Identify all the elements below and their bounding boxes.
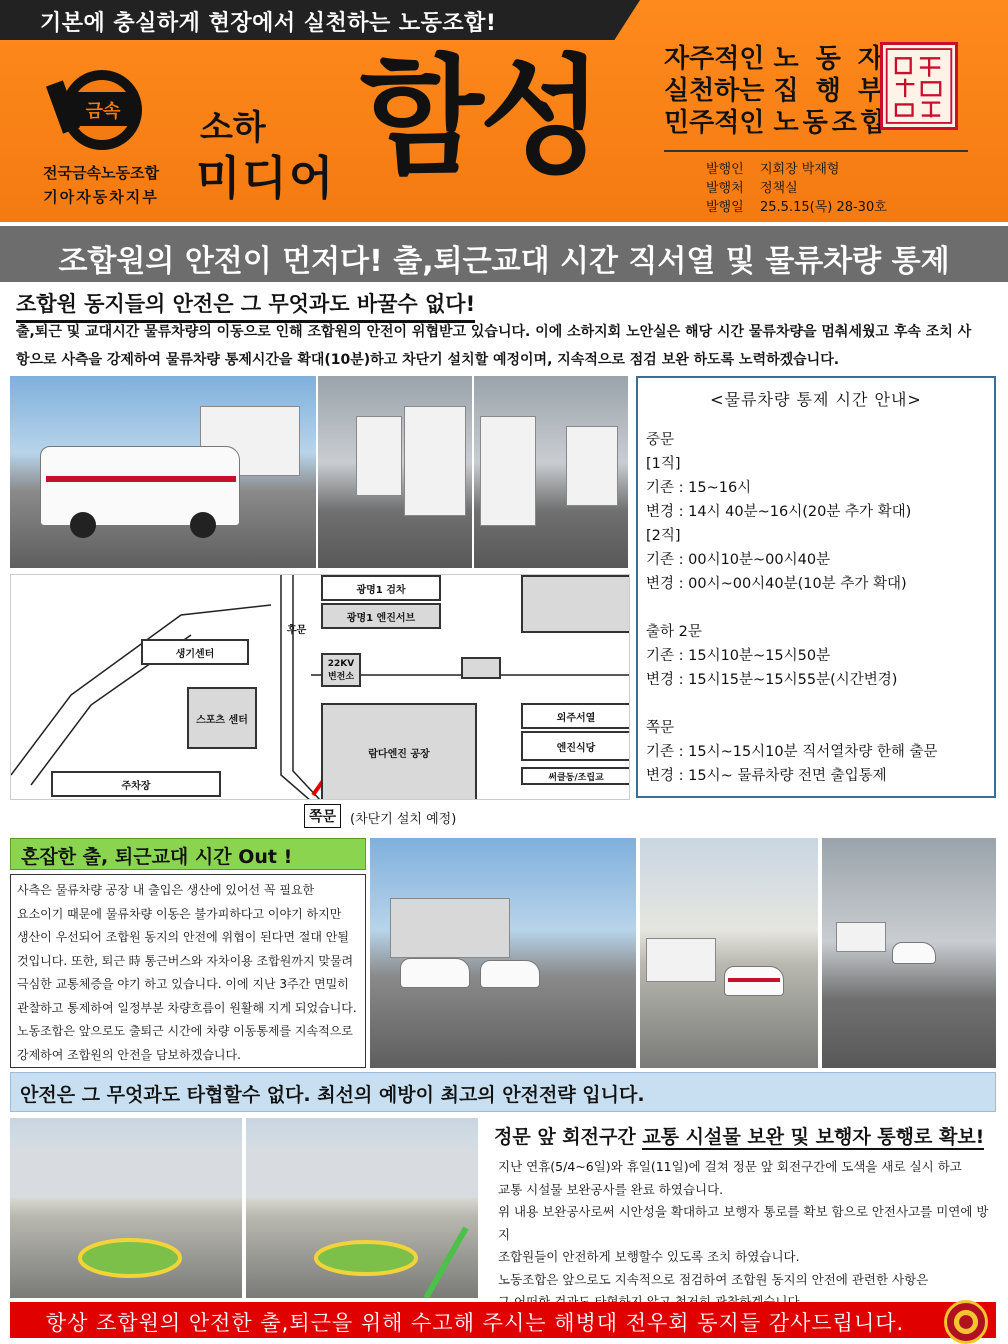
infobox-line: 변경 : 15시15분~15시55분(시간변경) — [646, 672, 898, 688]
infobox-line: 출하 2문 — [646, 624, 702, 640]
section1-intro: 출,퇴근 및 교대시간 물류차량의 이동으로 인해 조합원의 안전이 위협받고 있습니다. 이에 소하지회 노안실은 해당 시간 물류차량을 멈춰세웠고 후속 조치 사 항으로 사측을 강제하여 물류차량 통제시간을 확대(10분)하고 차단기 설치할 예정이며, 지속적으로 점검 보완 하도록 노력하겠습니다. — [16, 324, 972, 368]
photo-union-car-trucks — [10, 376, 316, 568]
map-building-check: 광명1 검차 — [321, 575, 441, 601]
infobox-line: [1직] — [646, 456, 681, 472]
site-map — [10, 574, 630, 800]
infobox-line: 변경 : 14시 40분~16시(20분 추가 확대) — [646, 504, 912, 520]
infobox-line: 쪽문 — [646, 720, 675, 736]
infobox-line: 중문 — [646, 432, 675, 448]
union-logo-icon — [44, 58, 154, 158]
gate-note: (차단기 설치 예정) — [350, 812, 457, 827]
photo-roundabout-1 — [10, 1118, 242, 1298]
photo-traffic-control-2 — [640, 838, 818, 1068]
headline: 조합원의 안전이 먼저다! 출,퇴근교대 시간 직서열 및 물류차량 통제 — [58, 244, 950, 279]
section3-title: 정문 앞 회전구간 교통 시설물 보완 및 보행자 통행로 확보! — [494, 1126, 985, 1148]
footer-text: 항상 조합원의 안전한 출,퇴근을 위해 수고해 주시는 해병대 전우회 동지들 감사드립니다. — [45, 1311, 905, 1335]
motto-line-2: 실천하는 집 행 부 — [664, 76, 887, 106]
infobox-line: 기존 : 15시10분~15시50분 — [646, 648, 831, 664]
photo-traffic-control-1 — [370, 838, 636, 1068]
infobox-line: 변경 : 00시~00시40분(10분 추가 확대) — [646, 576, 907, 592]
photo-trucks-queue-2 — [474, 376, 628, 568]
roundabout-drawing-2 — [246, 1118, 478, 1298]
infobox-title: <물류차량 통제 시간 안내> — [710, 390, 922, 409]
map-building-substation: 22KV 변전소 — [321, 653, 361, 687]
map-building-small — [461, 657, 501, 679]
map-building-bottom-right: 써클동/조립교 — [521, 767, 630, 785]
infobox-line: 기존 : 15~16시 — [646, 480, 752, 496]
map-label-back-gate: 후문 — [287, 625, 307, 636]
brand-media: 미디어 — [196, 151, 336, 205]
section3-body: 지난 연휴(5/4~6일)와 휴일(11일)에 걸쳐 정문 앞 회전구간에 도색을 새로 실시 하고 교통 시설물 보완공사를 완료 하였습니다. 위 내용 보완공사로써 시안성을 확대하고 보행자 통로를 확보 함으로 안전사고를 미연에 방지 조합원들이 안전하게 보행할수 있도록 조치 하였습니다. 노동조합은 앞으로도 지속적으로 점검하여 조합원 동지의 안전에 관련한 사항은 — [498, 1159, 989, 1287]
safety-banner-text: 안전은 그 무엇과도 타협할수 없다. 최선의 예방이 최고의 안전전략 입니다. — [20, 1084, 645, 1106]
date-row: 발행일 25.5.15(목) 28-30호 — [706, 200, 887, 215]
map-building-sports: 스포츠 센터 — [187, 687, 257, 749]
brand-main-title: 함성 — [360, 43, 600, 192]
union-name-line-2: 기아자동차지부 — [43, 188, 159, 206]
section2-title: 혼잡한 출, 퇴근교대 시간 Out ! — [10, 838, 366, 870]
map-building-top-right — [521, 575, 630, 633]
motto-line-1: 자주적인 노 동 자 — [664, 44, 887, 74]
infobox-line: [2직] — [646, 528, 681, 544]
gate-label: 쪽문 — [304, 804, 341, 828]
motto-line-3: 민주적인 노동조합 — [664, 108, 890, 138]
map-building-engine-sub: 광명1 엔진서브 — [321, 603, 441, 629]
slogan: 기본에 충실하게 현장에서 실천하는 노동조합! — [40, 11, 497, 36]
office-row: 발행처 정책실 — [706, 181, 798, 196]
logo-text: 금속 — [85, 101, 121, 122]
infobox-line: 기존 : 15시~15시10분 직서열차량 한해 출문 — [646, 744, 938, 760]
infobox-line: 기존 : 00시10분~00시40분 — [646, 552, 831, 568]
union-name-line-1: 전국금속노동조합 — [43, 164, 159, 182]
red-seal-icon — [880, 42, 958, 130]
control-time-infobox — [636, 376, 996, 798]
map-parking: 주차장 — [51, 771, 221, 797]
section1-subtitle: 조합원 동지들의 안전은 그 무엇과도 바꿀수 없다! — [16, 288, 475, 323]
infobox-line: 변경 : 15시~ 물류차량 전면 출입통제 — [646, 768, 887, 784]
photo-traffic-control-3 — [822, 838, 996, 1068]
map-building-outsource: 외주서열 — [521, 703, 630, 729]
photo-roundabout-2 — [246, 1118, 478, 1298]
roundabout-drawing — [10, 1118, 242, 1298]
map-building-saenggi: 생기센터 — [141, 639, 249, 665]
section2-body: 사측은 물류차량 공장 내 출입은 생산에 있어선 꼭 필요한 요소이기 때문에 물류차량 이동은 불가피하다고 이야기 하지만 생산이 우선되어 조합원 동지의 안전에 위협이 된다면 절대 안될 것입니다. 또한, 퇴근 時 통근버스와 자차이용 조합원까지 맞물려 극심한 교통체증을 야기 하고 있습니다. 이에 지난 3주간 면밀히 관찰하고 통제하여 일정부분 차량흐름이 원활해 지게 되었습니다. 노동조합은 앞으로도 출퇴근 시간에 차량 이동통제를 지속적으로 강제하여 조합원의 안전을 담보하겠습니다. — [10, 874, 366, 1068]
map-building-lambda: 람다엔진 공장 — [321, 703, 477, 800]
photo-trucks-queue-1 — [318, 376, 472, 568]
publisher-row: 발행인 지회장 박재형 — [706, 162, 840, 177]
map-building-engine-cafe: 엔진식당 — [521, 731, 630, 761]
publisher-divider — [664, 150, 968, 152]
marine-emblem-icon — [944, 1300, 988, 1344]
brand-small: 소하 — [200, 108, 266, 148]
